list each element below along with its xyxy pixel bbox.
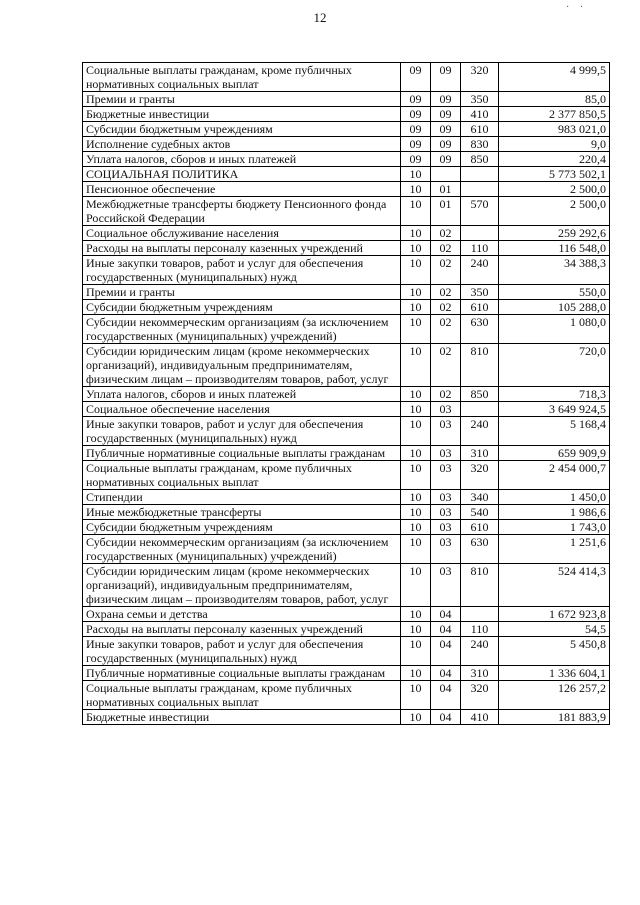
table-row (83, 63, 610, 92)
table-row (83, 710, 610, 725)
row-amount-cell: 4 999,5 (499, 63, 610, 92)
row-section-cell: 09 (401, 92, 431, 107)
row-subsection-cell: 09 (431, 152, 461, 167)
table-row (83, 315, 610, 344)
row-expense-type-cell: 340 (461, 490, 499, 505)
row-subsection-cell: 04 (431, 622, 461, 637)
row-amount-cell: 116 548,0 (499, 241, 610, 256)
row-amount-cell: 1 672 923,8 (499, 607, 610, 622)
table-row (83, 461, 610, 490)
row-section-cell: 10 (401, 197, 431, 226)
row-section-cell: 10 (401, 417, 431, 446)
row-amount-cell: 5 168,4 (499, 417, 610, 446)
row-amount-cell: 1 080,0 (499, 315, 610, 344)
row-name-cell: Уплата налогов, сборов и иных платежей (83, 152, 401, 167)
row-name-cell: Премии и гранты (83, 92, 401, 107)
table-row (83, 256, 610, 285)
table-row (83, 402, 610, 417)
row-amount-cell: 1 986,6 (499, 505, 610, 520)
table-row (83, 535, 610, 564)
table-row (83, 564, 610, 607)
row-amount-cell: 1 336 604,1 (499, 666, 610, 681)
row-expense-type-cell (461, 607, 499, 622)
row-expense-type-cell: 240 (461, 417, 499, 446)
table-row (83, 417, 610, 446)
row-amount-cell: 54,5 (499, 622, 610, 637)
row-subsection-cell: 03 (431, 417, 461, 446)
table-row (83, 622, 610, 637)
row-section-cell: 10 (401, 461, 431, 490)
row-subsection-cell: 09 (431, 92, 461, 107)
row-section-cell: 10 (401, 505, 431, 520)
row-subsection-cell: 01 (431, 197, 461, 226)
row-name-cell: Публичные нормативные социальные выплаты гражданам (83, 666, 401, 681)
row-subsection-cell: 09 (431, 122, 461, 137)
row-section-cell: 09 (401, 137, 431, 152)
table-row (83, 241, 610, 256)
corner-marks: · · (566, 2, 588, 13)
row-subsection-cell: 04 (431, 666, 461, 681)
table-row (83, 490, 610, 505)
row-expense-type-cell: 320 (461, 681, 499, 710)
row-expense-type-cell: 810 (461, 344, 499, 387)
row-subsection-cell: 03 (431, 490, 461, 505)
row-subsection-cell: 09 (431, 63, 461, 92)
row-subsection-cell: 02 (431, 285, 461, 300)
row-expense-type-cell: 850 (461, 387, 499, 402)
row-name-cell: Субсидии бюджетным учреждениям (83, 520, 401, 535)
row-section-cell: 09 (401, 122, 431, 137)
row-section-cell: 10 (401, 241, 431, 256)
row-name-cell: Субсидии юридическим лицам (кроме некоммерческих организаций), индивидуальным предпринимателям, физическим лицам – производителям товаров, работ, услуг (83, 564, 401, 607)
row-subsection-cell: 02 (431, 226, 461, 241)
row-expense-type-cell: 240 (461, 637, 499, 666)
row-subsection-cell: 02 (431, 300, 461, 315)
row-section-cell: 10 (401, 387, 431, 402)
row-expense-type-cell: 610 (461, 520, 499, 535)
row-expense-type-cell: 570 (461, 197, 499, 226)
row-expense-type-cell: 310 (461, 446, 499, 461)
row-amount-cell: 259 292,6 (499, 226, 610, 241)
row-amount-cell: 105 288,0 (499, 300, 610, 315)
row-amount-cell: 1 743,0 (499, 520, 610, 535)
row-amount-cell: 550,0 (499, 285, 610, 300)
row-name-cell: Социальное обеспечение населения (83, 402, 401, 417)
row-name-cell: Социальное обслуживание населения (83, 226, 401, 241)
row-amount-cell: 659 909,9 (499, 446, 610, 461)
row-expense-type-cell: 630 (461, 315, 499, 344)
row-name-cell: Иные закупки товаров, работ и услуг для обеспечения государственных (муниципальных) нужд (83, 637, 401, 666)
row-section-cell: 10 (401, 182, 431, 197)
row-section-cell: 10 (401, 564, 431, 607)
row-amount-cell: 2 454 000,7 (499, 461, 610, 490)
row-name-cell: Бюджетные инвестиции (83, 710, 401, 725)
row-expense-type-cell: 320 (461, 63, 499, 92)
row-section-cell: 10 (401, 520, 431, 535)
row-expense-type-cell: 830 (461, 137, 499, 152)
row-name-cell: Иные закупки товаров, работ и услуг для обеспечения государственных (муниципальных) нужд (83, 256, 401, 285)
row-name-cell: Премии и гранты (83, 285, 401, 300)
row-subsection-cell: 03 (431, 564, 461, 607)
row-amount-cell: 5 773 502,1 (499, 167, 610, 182)
row-subsection-cell: 03 (431, 505, 461, 520)
table-row (83, 446, 610, 461)
row-amount-cell: 2 500,0 (499, 182, 610, 197)
row-expense-type-cell: 320 (461, 461, 499, 490)
row-subsection-cell: 03 (431, 446, 461, 461)
table-row (83, 197, 610, 226)
row-expense-type-cell: 850 (461, 152, 499, 167)
row-name-cell: Исполнение судебных актов (83, 137, 401, 152)
row-amount-cell: 718,3 (499, 387, 610, 402)
row-name-cell: Субсидии некоммерческим организациям (за исключением государственных (муниципальных) учреждений) (83, 315, 401, 344)
table-row (83, 681, 610, 710)
row-subsection-cell: 04 (431, 681, 461, 710)
row-section-cell: 10 (401, 490, 431, 505)
row-amount-cell: 2 500,0 (499, 197, 610, 226)
row-section-cell: 09 (401, 63, 431, 92)
row-expense-type-cell (461, 402, 499, 417)
row-amount-cell: 720,0 (499, 344, 610, 387)
table-row (83, 344, 610, 387)
row-amount-cell: 524 414,3 (499, 564, 610, 607)
row-section-cell: 10 (401, 681, 431, 710)
row-expense-type-cell: 540 (461, 505, 499, 520)
row-subsection-cell: 03 (431, 461, 461, 490)
row-subsection-cell: 04 (431, 710, 461, 725)
row-amount-cell: 9,0 (499, 137, 610, 152)
table-row (83, 637, 610, 666)
row-section-cell: 10 (401, 315, 431, 344)
row-name-cell: Пенсионное обеспечение (83, 182, 401, 197)
row-section-cell: 09 (401, 152, 431, 167)
table-row (83, 137, 610, 152)
row-expense-type-cell: 410 (461, 107, 499, 122)
row-name-cell: Социальные выплаты гражданам, кроме публичных нормативных социальных выплат (83, 461, 401, 490)
row-expense-type-cell: 110 (461, 622, 499, 637)
row-expense-type-cell (461, 167, 499, 182)
row-section-cell: 10 (401, 446, 431, 461)
table-row (83, 167, 610, 182)
row-name-cell: Субсидии бюджетным учреждениям (83, 122, 401, 137)
row-subsection-cell: 04 (431, 637, 461, 666)
row-name-cell: Публичные нормативные социальные выплаты гражданам (83, 446, 401, 461)
row-expense-type-cell: 810 (461, 564, 499, 607)
row-section-cell: 10 (401, 666, 431, 681)
budget-table (82, 62, 610, 725)
row-name-cell: Межбюджетные трансферты бюджету Пенсионного фонда Российской Федерации (83, 197, 401, 226)
row-amount-cell: 5 450,8 (499, 637, 610, 666)
row-name-cell: Субсидии некоммерческим организациям (за исключением государственных (муниципальных) учреждений) (83, 535, 401, 564)
table-row (83, 107, 610, 122)
row-subsection-cell: 01 (431, 182, 461, 197)
row-subsection-cell: 02 (431, 256, 461, 285)
table-row (83, 152, 610, 167)
row-section-cell: 10 (401, 285, 431, 300)
row-name-cell: СОЦИАЛЬНАЯ ПОЛИТИКА (83, 167, 401, 182)
row-subsection-cell: 02 (431, 344, 461, 387)
table-row (83, 122, 610, 137)
row-subsection-cell: 03 (431, 402, 461, 417)
row-name-cell: Социальные выплаты гражданам, кроме публичных нормативных социальных выплат (83, 63, 401, 92)
row-name-cell: Бюджетные инвестиции (83, 107, 401, 122)
row-subsection-cell: 03 (431, 535, 461, 564)
budget-table-body (83, 63, 610, 725)
row-amount-cell: 983 021,0 (499, 122, 610, 137)
row-section-cell: 10 (401, 344, 431, 387)
row-section-cell: 10 (401, 300, 431, 315)
row-name-cell: Социальные выплаты гражданам, кроме публичных нормативных социальных выплат (83, 681, 401, 710)
row-expense-type-cell (461, 182, 499, 197)
row-subsection-cell: 02 (431, 241, 461, 256)
row-amount-cell: 2 377 850,5 (499, 107, 610, 122)
row-subsection-cell: 04 (431, 607, 461, 622)
row-amount-cell: 126 257,2 (499, 681, 610, 710)
table-row (83, 520, 610, 535)
row-expense-type-cell: 630 (461, 535, 499, 564)
row-subsection-cell: 09 (431, 107, 461, 122)
row-name-cell: Расходы на выплаты персоналу казенных учреждений (83, 241, 401, 256)
row-name-cell: Иные межбюджетные трансферты (83, 505, 401, 520)
row-expense-type-cell: 110 (461, 241, 499, 256)
row-amount-cell: 85,0 (499, 92, 610, 107)
row-expense-type-cell: 410 (461, 710, 499, 725)
row-amount-cell: 1 251,6 (499, 535, 610, 564)
row-amount-cell: 1 450,0 (499, 490, 610, 505)
row-section-cell: 10 (401, 256, 431, 285)
row-section-cell: 10 (401, 622, 431, 637)
row-expense-type-cell: 240 (461, 256, 499, 285)
row-name-cell: Субсидии юридическим лицам (кроме некоммерческих организаций), индивидуальным предпринимателям, физическим лицам – производителям товаров, работ, услуг (83, 344, 401, 387)
table-row (83, 666, 610, 681)
table-row (83, 92, 610, 107)
row-subsection-cell: 02 (431, 315, 461, 344)
row-name-cell: Расходы на выплаты персоналу казенных учреждений (83, 622, 401, 637)
table-row (83, 300, 610, 315)
row-section-cell: 09 (401, 107, 431, 122)
row-expense-type-cell (461, 226, 499, 241)
row-section-cell: 10 (401, 710, 431, 725)
row-section-cell: 10 (401, 535, 431, 564)
row-section-cell: 10 (401, 607, 431, 622)
table-row (83, 226, 610, 241)
row-section-cell: 10 (401, 167, 431, 182)
table-row (83, 505, 610, 520)
row-subsection-cell (431, 167, 461, 182)
row-subsection-cell: 02 (431, 387, 461, 402)
row-name-cell: Стипендии (83, 490, 401, 505)
row-name-cell: Уплата налогов, сборов и иных платежей (83, 387, 401, 402)
row-expense-type-cell: 350 (461, 285, 499, 300)
row-expense-type-cell: 350 (461, 92, 499, 107)
row-subsection-cell: 03 (431, 520, 461, 535)
row-name-cell: Охрана семьи и детства (83, 607, 401, 622)
row-name-cell: Субсидии бюджетным учреждениям (83, 300, 401, 315)
row-amount-cell: 34 388,3 (499, 256, 610, 285)
row-section-cell: 10 (401, 226, 431, 241)
row-expense-type-cell: 310 (461, 666, 499, 681)
row-expense-type-cell: 610 (461, 122, 499, 137)
row-amount-cell: 181 883,9 (499, 710, 610, 725)
row-amount-cell: 3 649 924,5 (499, 402, 610, 417)
row-section-cell: 10 (401, 402, 431, 417)
table-row (83, 285, 610, 300)
page-number: 12 (313, 10, 327, 25)
table-row (83, 182, 610, 197)
row-amount-cell: 220,4 (499, 152, 610, 167)
row-name-cell: Иные закупки товаров, работ и услуг для обеспечения государственных (муниципальных) нужд (83, 417, 401, 446)
row-subsection-cell: 09 (431, 137, 461, 152)
row-section-cell: 10 (401, 637, 431, 666)
table-row (83, 607, 610, 622)
table-row (83, 387, 610, 402)
row-expense-type-cell: 610 (461, 300, 499, 315)
